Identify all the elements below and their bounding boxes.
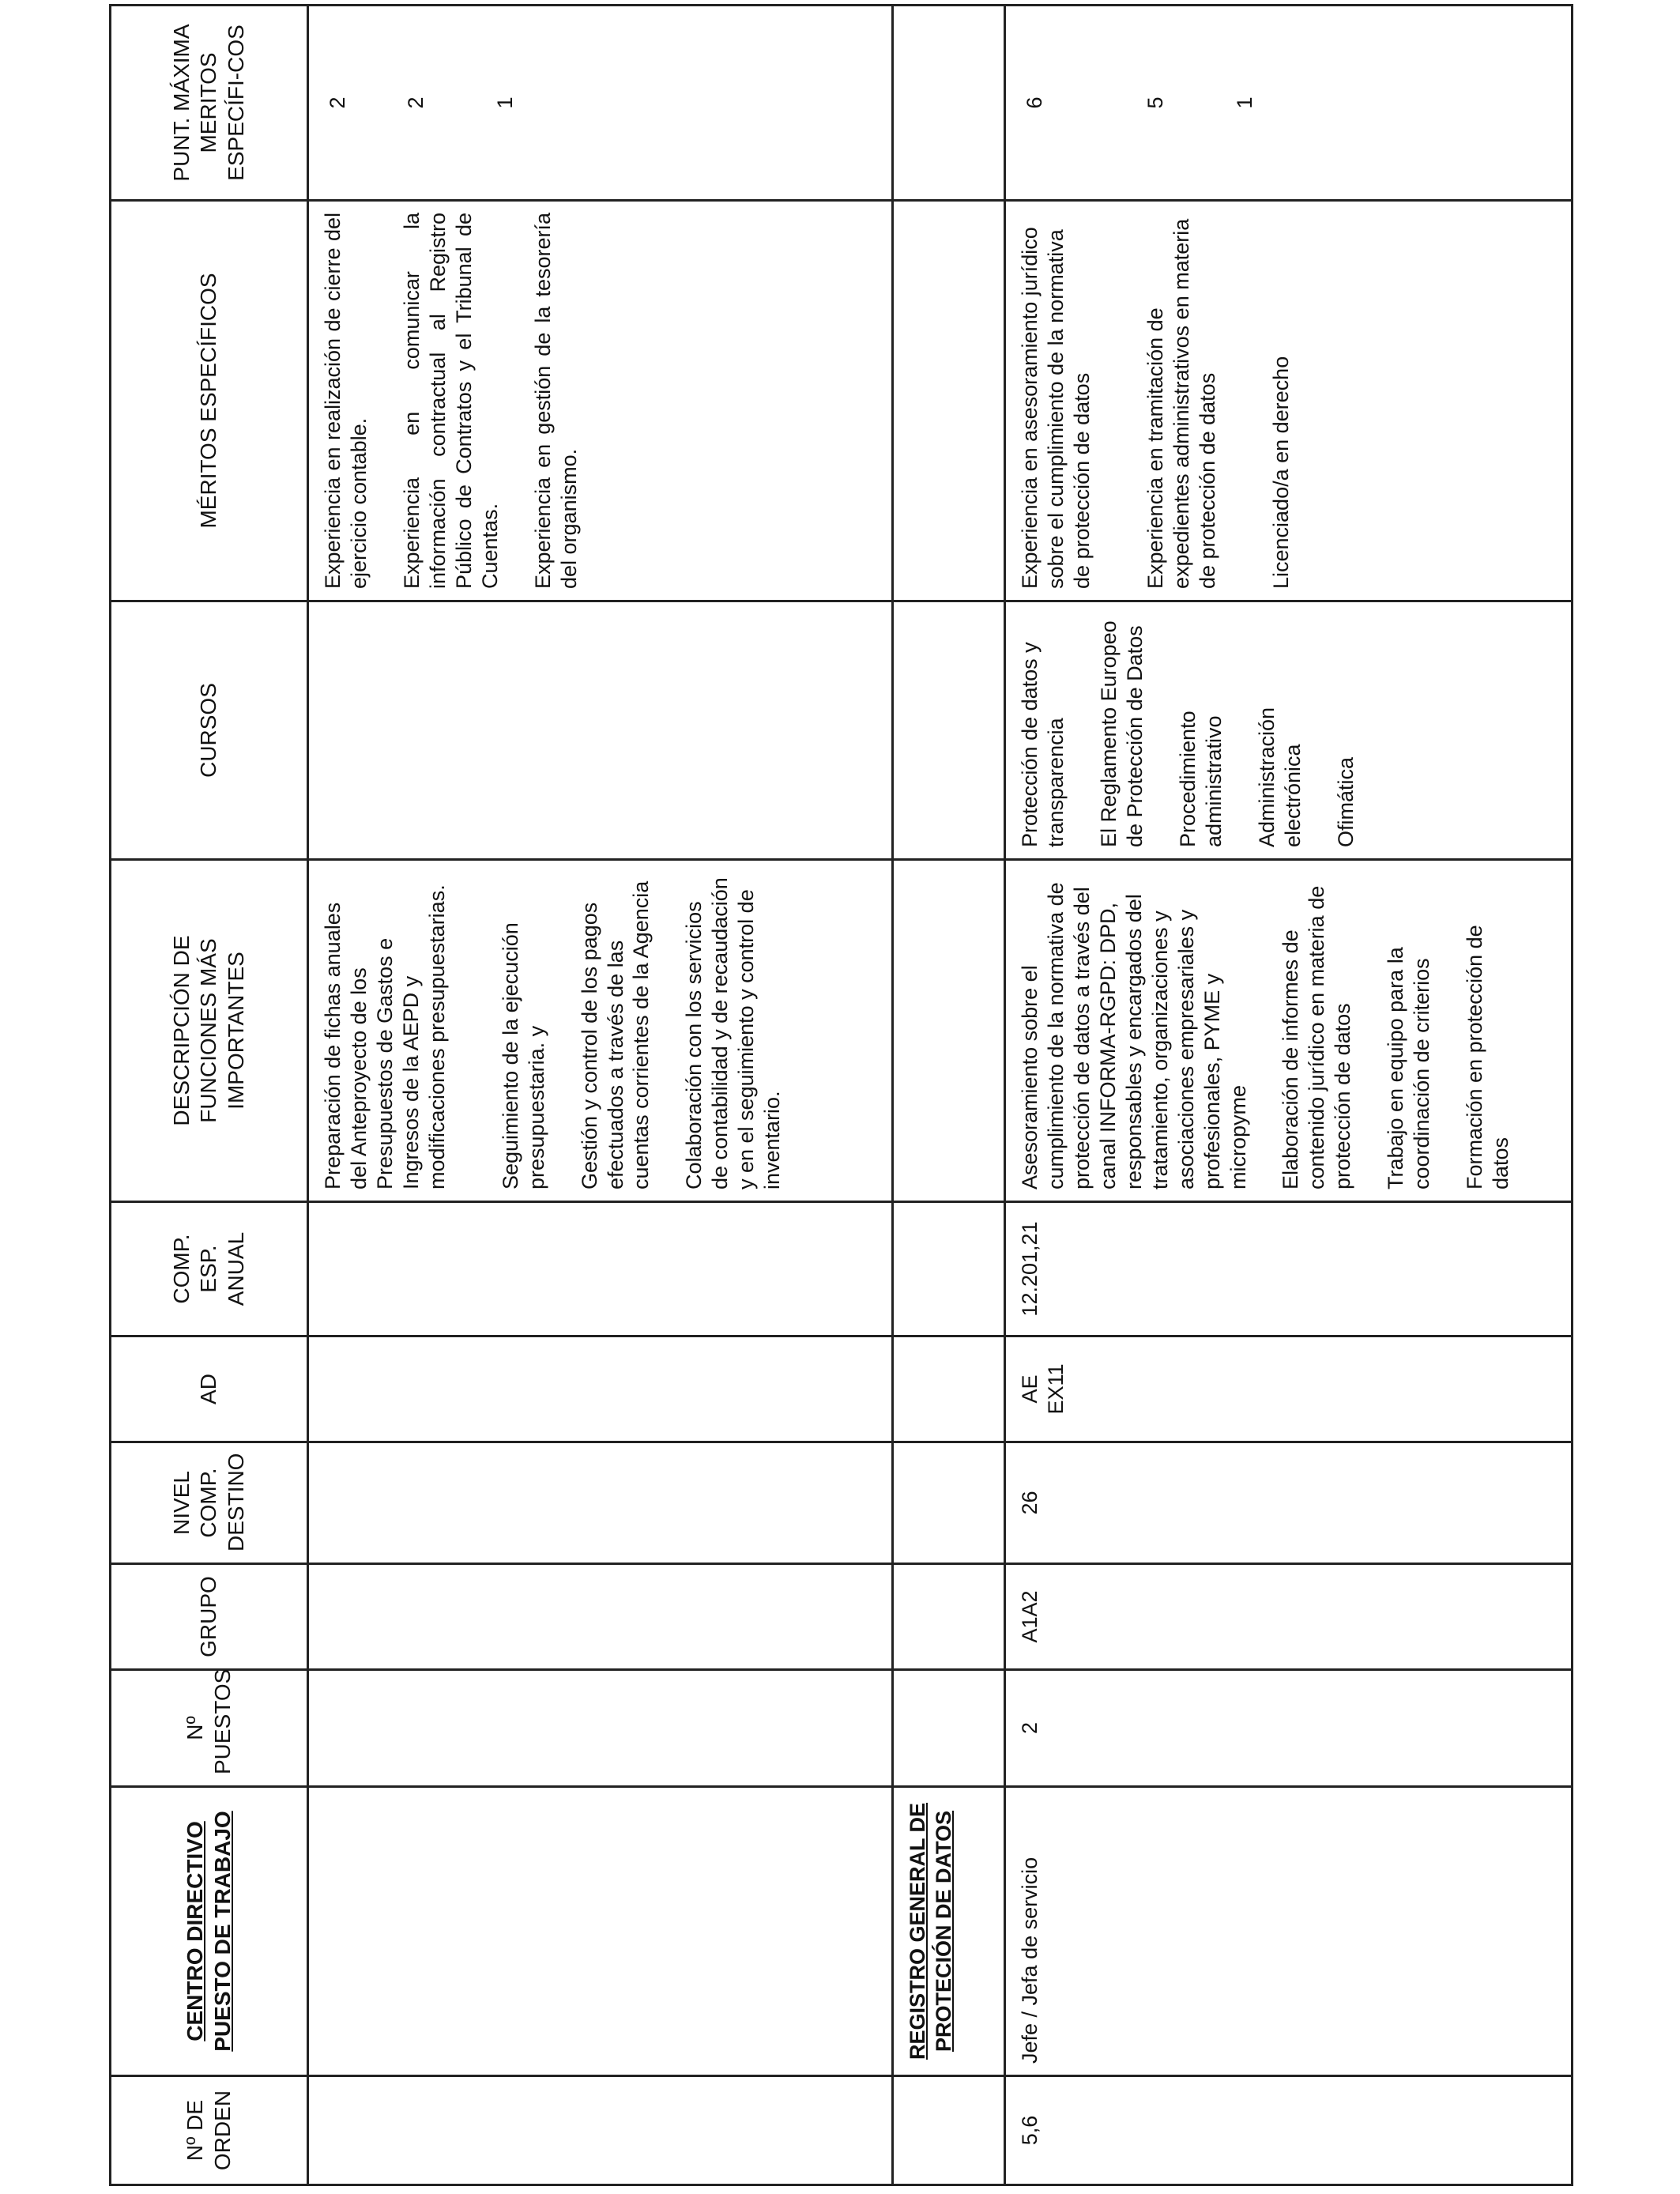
ad-value: EX11 [1043,1363,1068,1415]
merit-item: Licenciado/a en derecho [1268,356,1293,589]
function-item: Preparación de fichas anuales del Anteproyecto de los Presupuestos de Gastos e Ingresos de la AEPD y modificaciones presupuestarias. [321,884,449,1189]
ad-value: AE [1018,1374,1042,1404]
section-title [893,1787,1005,2076]
cell-nivel: 26 [1005,1442,1573,1564]
function-item: Colaboración con los servicios de contabilidad y de recaudación y en el seguimiento y control de inventario. [682,877,785,1189]
function-item: Elaboración de informes de contenido jurídico en materia de protección de datos [1279,885,1355,1189]
function-item: Gestión y control de los pagos efectuados a través de las cuentas corrientes de la Agencia [577,880,654,1189]
merit-item: Experiencia en comunicar la información contractual al Registro Público de Contratos y el Tribunal de Cuentas. [399,213,502,589]
course-item: Protección de datos y transparencia [1018,642,1068,847]
cell-funciones [1005,860,1573,1202]
cell-puestos: 2 [1005,1670,1573,1787]
rotated-table-wrapper [109,6,1571,2186]
header-row [111,6,308,2185]
cell-puesto [308,1787,893,2076]
section-row [893,6,1005,2185]
cell-meritos [1005,201,1573,601]
cell-meritos [308,201,893,601]
job-positions-table [109,4,1573,2186]
section-title-line1: REGISTRO GENERAL DE [906,1802,929,2060]
cell-cursos [308,601,893,860]
rotated-page [109,6,1571,2186]
function-item: Asesoramiento sobre el cumplimiento de la normativa de protección de datos a través del canal INFORMA-RGPD: DPD, responsables y encargados del tratamiento, organizaciones y asociaciones empresariales y profesionales, PYME y micropyme [1018,882,1250,1189]
cell-ad [1005,1336,1573,1442]
merit-item: Experiencia en realización de cierre del ejercicio contable. [321,213,371,589]
header-centro-line1: CENTRO DIRECTIVO [183,1821,208,2041]
header-puestos: Nº PUESTOS [111,1670,308,1787]
points-value: 6 [1023,96,1046,109]
header-orden: Nº DE ORDEN [111,2076,308,2185]
section-title-line2: PROTECIÓN DE DATOS [931,1810,955,2053]
points-value: 2 [326,96,349,109]
cell-puesto: Jefe / Jefa de servicio [1005,1787,1573,2076]
merit-item: Experiencia en tramitación de expedientes administrativos en materia de protección de datos [1143,218,1219,589]
course-item: El Reglamento Europeo de Protección de Datos [1096,620,1147,847]
header-cursos: CURSOS [111,601,308,860]
function-item: Trabajo en equipo para la coordinación de criterios [1384,947,1434,1189]
cell-grupo: A1A2 [1005,1564,1573,1670]
cell-puestos [308,1670,893,1787]
header-funciones: DESCRIPCIÓN DE FUNCIONES MÁS IMPORTANTES [111,860,308,1202]
merit-item: Experiencia en asesoramiento jurídico sobre el cumplimiento de la normativa de protección de datos [1018,227,1094,589]
cell-nivel [308,1442,893,1564]
course-item: Ofimática [1333,756,1358,847]
header-meritos: MÉRITOS ESPECÍFICOS [111,201,308,601]
merit-item: Experiencia en gestión de la tesorería del organismo. [530,213,581,589]
course-item: Procedimiento administrativo [1175,711,1226,847]
points-value: 1 [1232,96,1256,109]
cell-punt [308,6,893,201]
cell-funciones [308,860,893,1202]
function-item: Formación en protección de datos [1463,925,1513,1189]
cell-comp: 12.201,21 [1005,1202,1573,1336]
course-item: Administración electrónica [1254,707,1305,847]
header-grupo: GRUPO [111,1564,308,1670]
cell-orden [893,2076,1005,2185]
cell-orden: 5,6 [1005,2076,1573,2185]
header-nivel: NIVEL COMP. DESTINO [111,1442,308,1564]
function-item: Seguimiento de la ejecución presupuestaria. y [498,922,548,1189]
header-punt: PUNT. MÁXIMA MERITOS ESPECÍFI-COS [111,6,308,201]
cell-grupo [308,1564,893,1670]
points-value: 1 [492,96,517,109]
table-row [308,6,893,2185]
cell-punt [1005,6,1573,201]
points-value: 5 [1143,96,1167,109]
cell-comp [308,1202,893,1336]
table-row [1005,6,1573,2185]
header-ad: AD [111,1336,308,1442]
header-comp: COMP. ESP. ANUAL [111,1202,308,1336]
points-value: 2 [403,96,428,109]
header-centro-line2: PUESTO DE TRABAJO [209,1811,235,2052]
cell-cursos [1005,601,1573,860]
cell-orden [308,2076,893,2185]
header-centro [111,1787,308,2076]
cell-ad [308,1336,893,1442]
